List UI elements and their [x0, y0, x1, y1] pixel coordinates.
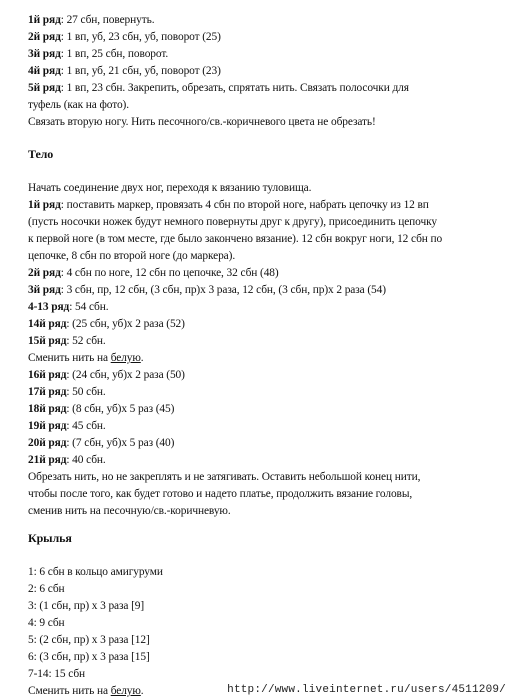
row-line	[28, 29, 504, 46]
row-line	[28, 80, 504, 97]
closing-text: сменив нить на песочную/св.-коричневую.	[28, 505, 231, 517]
row-line	[28, 265, 504, 282]
row-label: 18й ряд	[28, 403, 67, 415]
row-text: : 45 сбн.	[66, 420, 106, 432]
row-line	[28, 282, 504, 299]
row-line: 5: (2 сбн, пр) х 3 раза [12]	[28, 634, 150, 646]
body-section	[28, 146, 504, 163]
row-line	[28, 401, 504, 418]
wings-section	[28, 530, 504, 547]
row-line: 7-14: 15 сбн	[28, 668, 86, 680]
row-text: : 3 сбн, пр, 12 сбн, (3 сбн, пр)х 3 раза, 12 сбн, (3 сбн, пр)х 2 раза (54)	[60, 284, 386, 296]
closing-text: чтобы после того, как будет готово и надето платье, продолжить вязание головы,	[28, 488, 413, 500]
color-word: белую	[110, 352, 141, 364]
row-line: (пусть носочки ножек будут немного повернуты друг к другу), присоединить цепочку	[28, 216, 437, 228]
row-text: : 1 вп, 23 сбн. Закрепить, обрезать, спрятать нить. Связать полосочки для	[60, 82, 409, 94]
row-text: : поставить маркер, провязать 4 сбн по второй ноге, набрать цепочку из 12 вп	[60, 199, 429, 211]
row-label: 3й ряд	[28, 48, 61, 60]
row-label: 1й ряд	[28, 14, 61, 26]
row-line	[28, 197, 504, 214]
note-text: .	[140, 685, 144, 697]
row-line	[28, 418, 504, 435]
row-line	[28, 333, 504, 350]
row-line	[28, 452, 504, 469]
row-text: : 54 сбн.	[69, 301, 109, 313]
note-text: Сменить нить на	[28, 685, 111, 697]
row-line: 4: 9 сбн	[28, 617, 65, 629]
row-line	[28, 384, 504, 401]
row-line: 3: (1 сбн, пр) х 3 раза [9]	[28, 600, 145, 612]
row-label: 17й ряд	[28, 386, 67, 398]
row-line: к первой ноге (в том месте, где было закончено вязание). 12 сбн вокруг ноги, 12 сбн по	[28, 233, 443, 245]
row-line	[28, 46, 504, 63]
row-text: : 1 вп, уб, 21 сбн, уб, поворот (23)	[60, 65, 221, 77]
row-line	[28, 316, 504, 333]
row-label: 21й ряд	[28, 454, 67, 466]
wings-rows	[28, 564, 504, 700]
row-label: 4-13 ряд	[28, 301, 70, 313]
row-line	[28, 435, 504, 452]
row-text: : (24 сбн, уб)х 2 раза (50)	[66, 369, 185, 381]
row-line: 1: 6 сбн в кольцо амигуруми	[28, 566, 163, 578]
note-text: Сменить нить на	[28, 352, 111, 364]
row-label: 14й ряд	[28, 318, 67, 330]
source-watermark: http://www.liveinternet.ru/users/4511209/	[227, 684, 506, 696]
row-text: : 40 сбн.	[66, 454, 106, 466]
row-text: : 4 сбн по ноге, 12 сбн по цепочке, 32 сбн (48)	[60, 267, 279, 279]
row-line	[28, 299, 504, 316]
row-label: 19й ряд	[28, 420, 67, 432]
row-text: : 50 сбн.	[66, 386, 106, 398]
color-word: белую	[110, 685, 141, 697]
row-line: 6: (3 сбн, пр) х 3 раза [15]	[28, 651, 150, 663]
row-text: туфель (как на фото).	[28, 99, 129, 111]
row-line	[28, 97, 504, 114]
row-text: : 27 сбн, повернуть.	[60, 14, 155, 26]
body-rows	[28, 180, 504, 520]
row-label: 1й ряд	[28, 199, 61, 211]
row-label: 5й ряд	[28, 82, 61, 94]
row-text: : 1 вп, 25 сбн, поворот.	[60, 48, 169, 60]
row-label: 20й ряд	[28, 437, 67, 449]
row-line	[28, 12, 504, 29]
row-line: цепочке, 8 сбн по второй ноге (до маркера).	[28, 250, 236, 262]
section-title: Тело	[28, 147, 54, 161]
intro-text: Начать соединение двух ног, переходя к вязанию туловища.	[28, 182, 312, 194]
note-text: .	[140, 352, 144, 364]
row-label: 2й ряд	[28, 31, 61, 43]
row-line	[28, 114, 504, 131]
row-text: : (8 сбн, уб)х 5 раз (45)	[66, 403, 175, 415]
row-label: 4й ряд	[28, 65, 61, 77]
section-title: Крылья	[28, 531, 72, 545]
row-label: 15й ряд	[28, 335, 67, 347]
row-line: 2: 6 сбн	[28, 583, 65, 595]
row-text: : 52 сбн.	[66, 335, 106, 347]
row-text: : (25 сбн, уб)х 2 раза (52)	[66, 318, 185, 330]
leg-rows	[28, 12, 504, 131]
closing-text: Обрезать нить, но не закреплять и не затягивать. Оставить небольшой конец нити,	[28, 471, 421, 483]
row-text: : (7 сбн, уб)х 5 раз (40)	[66, 437, 175, 449]
change-color-note	[28, 350, 504, 367]
row-line	[28, 367, 504, 384]
row-text: Связать вторую ногу. Нить песочного/св.-коричневого цвета не обрезать!	[28, 116, 376, 128]
row-line	[28, 63, 504, 80]
row-label: 2й ряд	[28, 267, 61, 279]
row-label: 3й ряд	[28, 284, 61, 296]
row-label: 16й ряд	[28, 369, 67, 381]
row-text: : 1 вп, уб, 23 сбн, уб, поворот (25)	[60, 31, 221, 43]
